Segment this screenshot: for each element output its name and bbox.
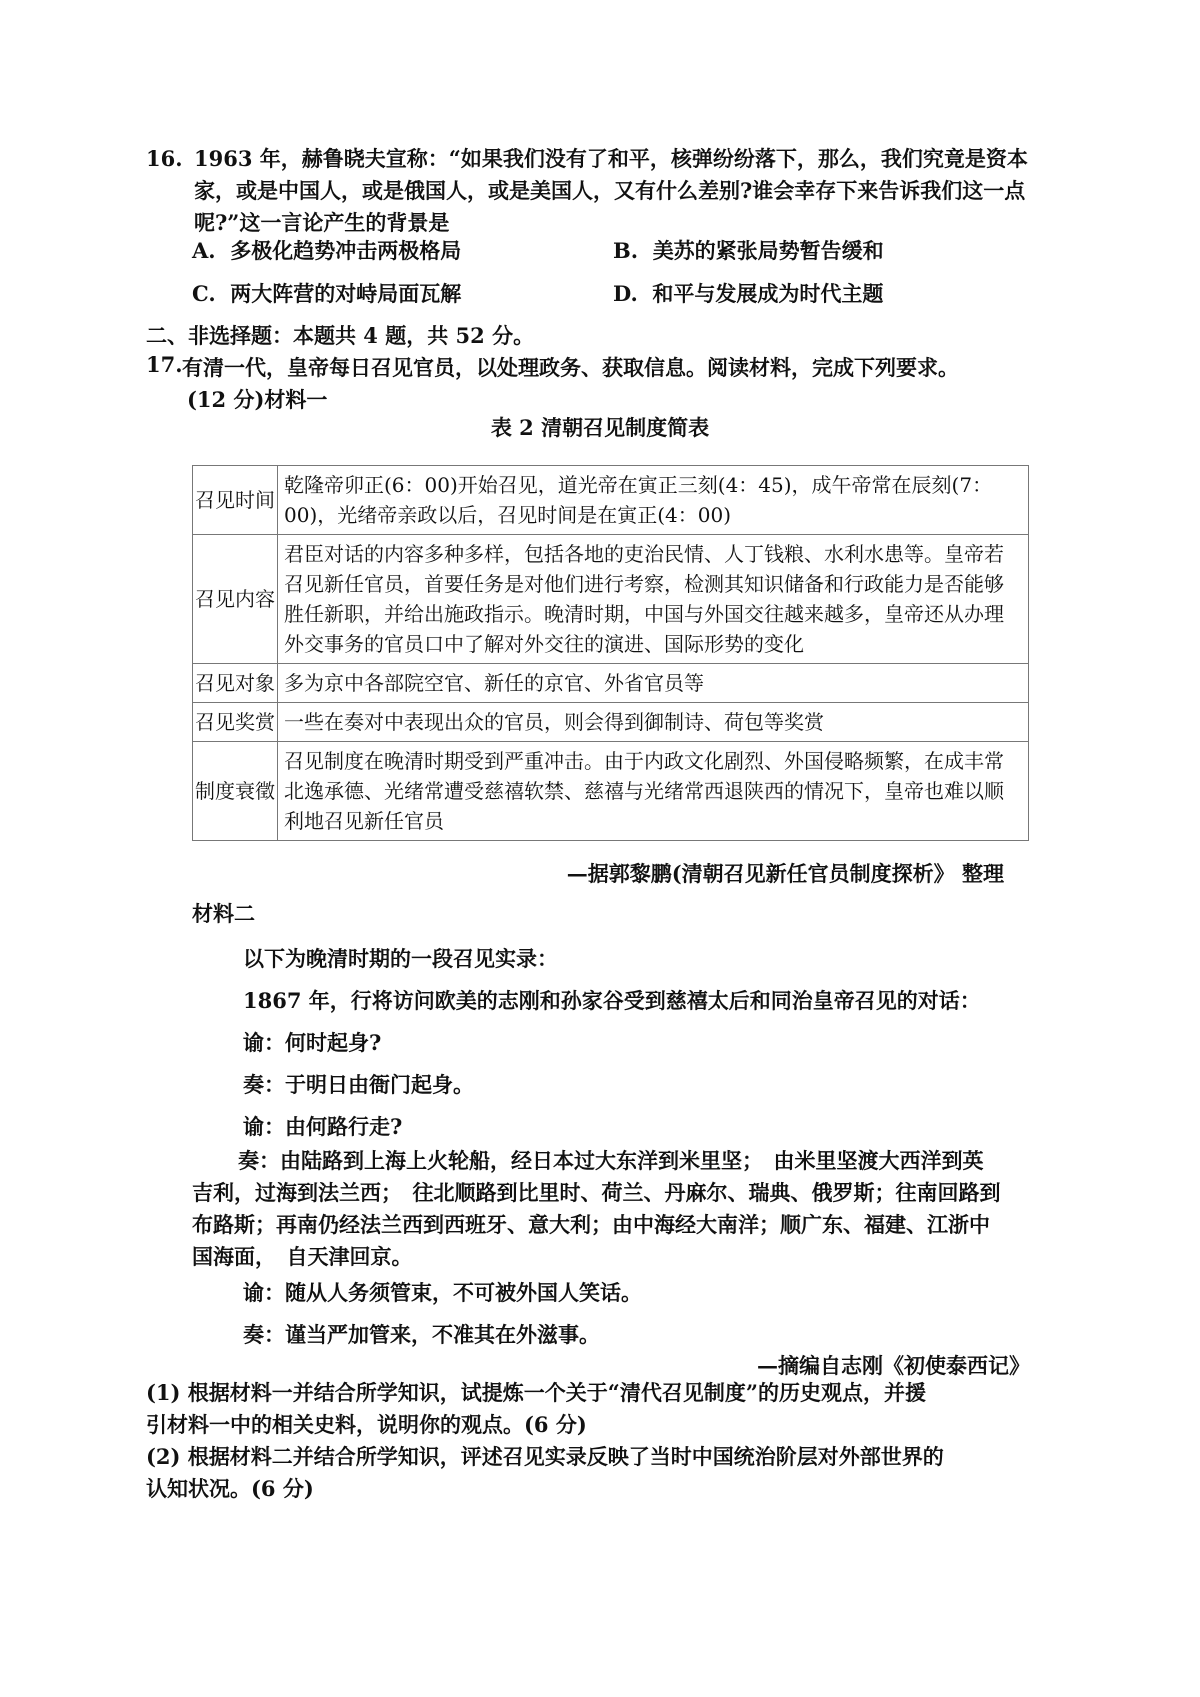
q17-number: 17. (146, 352, 183, 377)
option-text: 多极化趋势冲击两极格局 (230, 238, 462, 263)
table-value: 多为京中各部院空官、新任的京官、外省官员等 (278, 664, 1029, 703)
table-row (193, 703, 1029, 742)
q17-score-material1: (12 分)材料一 (187, 387, 328, 412)
q17-stem: 有清一代，皇帝每日召见官员，以处理政务、获取信息。阅读材料，完成下列要求。 (182, 355, 959, 380)
m2-dialog-line: 吉利，过海到法兰西； 往北顺路到比里时、荷兰、丹麻尔、瑞典、俄罗斯；往南回路到 (192, 1180, 1001, 1205)
table-title: 表 2 清朝召见制度简表 (490, 415, 710, 440)
q16-option-c (192, 278, 461, 308)
m2-dialog-line: 谕：何时起身? (243, 1030, 382, 1055)
q16-number: 16. (146, 146, 183, 171)
m2-dialog-line: 谕：随从人务须管束，不可被外国人笑话。 (243, 1280, 642, 1305)
option-label: C. (192, 281, 216, 306)
m2-source: —摘编自志刚《初使泰西记》 (757, 1353, 1030, 1378)
option-text: 两大阵营的对峙局面瓦解 (230, 281, 462, 306)
m2-context: 1867 年，行将访问欧美的志刚和孙家谷受到慈禧太后和同治皇帝召见的对话： (243, 988, 981, 1013)
table-row (193, 742, 1029, 841)
m2-dialog-line: 布路斯；再南仍经法兰西到西班牙、意大利；由中海经大南洋；顺广东、福建、江浙中 (192, 1212, 990, 1237)
sub-question-1: (1) 根据材料一并结合所学知识，试提炼一个关于“清代召见制度”的历史观点，并援 (146, 1380, 926, 1405)
table-row (193, 664, 1029, 703)
table-key: 召见奖赏 (193, 703, 278, 742)
table-value: 召见制度在晚清时期受到严重冲击。由于内政文化剧烈、外国侵略频繁，在成丰常北逸承德、光绪常遭受慈禧软禁、慈禧与光绪常西退陕西的情况下，皇帝也难以顺利地召见新任官员 (278, 742, 1029, 841)
table-value: 乾隆帝卯正(6：00)开始召见，道光帝在寅正三刻(4：45)，成午帝常在辰刻(7：00)，光绪帝亲政以后，召见时间是在寅正(4：00) (278, 466, 1029, 535)
q16-option-b (613, 235, 884, 265)
sub-question-2-cont: 认知状况。(6 分) (146, 1476, 314, 1501)
option-text: 和平与发展成为时代主题 (652, 281, 884, 306)
option-label: D. (613, 281, 638, 306)
sub-question-1-cont: 引材料一中的相关史料，说明你的观点。(6 分) (146, 1412, 587, 1437)
m2-dialog-line: 谕：由何路行走? (243, 1114, 403, 1139)
m2-dialog-line: 国海面， 自天津回京。 (192, 1244, 413, 1269)
sub-question-2: (2) 根据材料二并结合所学知识，评述召见实录反映了当时中国统治阶层对外部世界的 (146, 1444, 944, 1469)
option-label: B. (613, 238, 639, 263)
table-key: 召见内容 (193, 535, 278, 664)
m2-intro: 以下为晚清时期的一段召见实录： (243, 946, 558, 971)
m2-dialog-line: 奏：于明日由衙门起身。 (243, 1072, 474, 1097)
table-value: 一些在奏对中表现出众的官员，则会得到御制诗、荷包等奖赏 (278, 703, 1029, 742)
table-key: 召见对象 (193, 664, 278, 703)
table-key: 召见时间 (193, 466, 278, 535)
table-value: 君臣对话的内容多种多样，包括各地的吏治民情、人丁钱粮、水利水患等。皇帝若召见新任官员，首要任务是对他们进行考察，检测其知识储备和行政能力是否能够胜任新职，并给出施政指示。晚清时期，中国与外国交往越来越多，皇帝还从办理外交事务的官员口中了解对外交往的演进、国际形势的变化 (278, 535, 1029, 664)
option-text: 美苏的紧张局势暂告缓和 (652, 238, 884, 263)
section-heading: 二、非选择题：本题共 4 题，共 52 分。 (146, 323, 535, 348)
m2-dialog-line: 奏：谨当严加管来，不准其在外滋事。 (243, 1322, 600, 1347)
q16-option-a (192, 235, 461, 265)
option-label: A. (192, 238, 216, 263)
q16-stem: 1963 年，赫鲁晓夫宣称：“如果我们没有了和平，核弹纷纷落下，那么，我们究竟是资本家，或是中国人，或是俄国人，或是美国人，又有什么差别?谁会幸存下来告诉我们这一点呢?”这一言论产生的背景是 (194, 146, 1028, 235)
q16-option-d (613, 278, 883, 308)
table-source: —据郭黎鹏(清朝召见新任官员制度探析》 整理 (566, 861, 1004, 886)
m2-dialog-line: 奏：由陆路到上海上火轮船，经日本过大东洋到米里坚； 由米里坚渡大西洋到英 (238, 1148, 984, 1173)
table-row (193, 466, 1029, 535)
table-row (193, 535, 1029, 664)
table-key: 制度衰徵 (193, 742, 278, 841)
material2-label: 材料二 (192, 901, 255, 926)
summary-table (192, 465, 1029, 841)
